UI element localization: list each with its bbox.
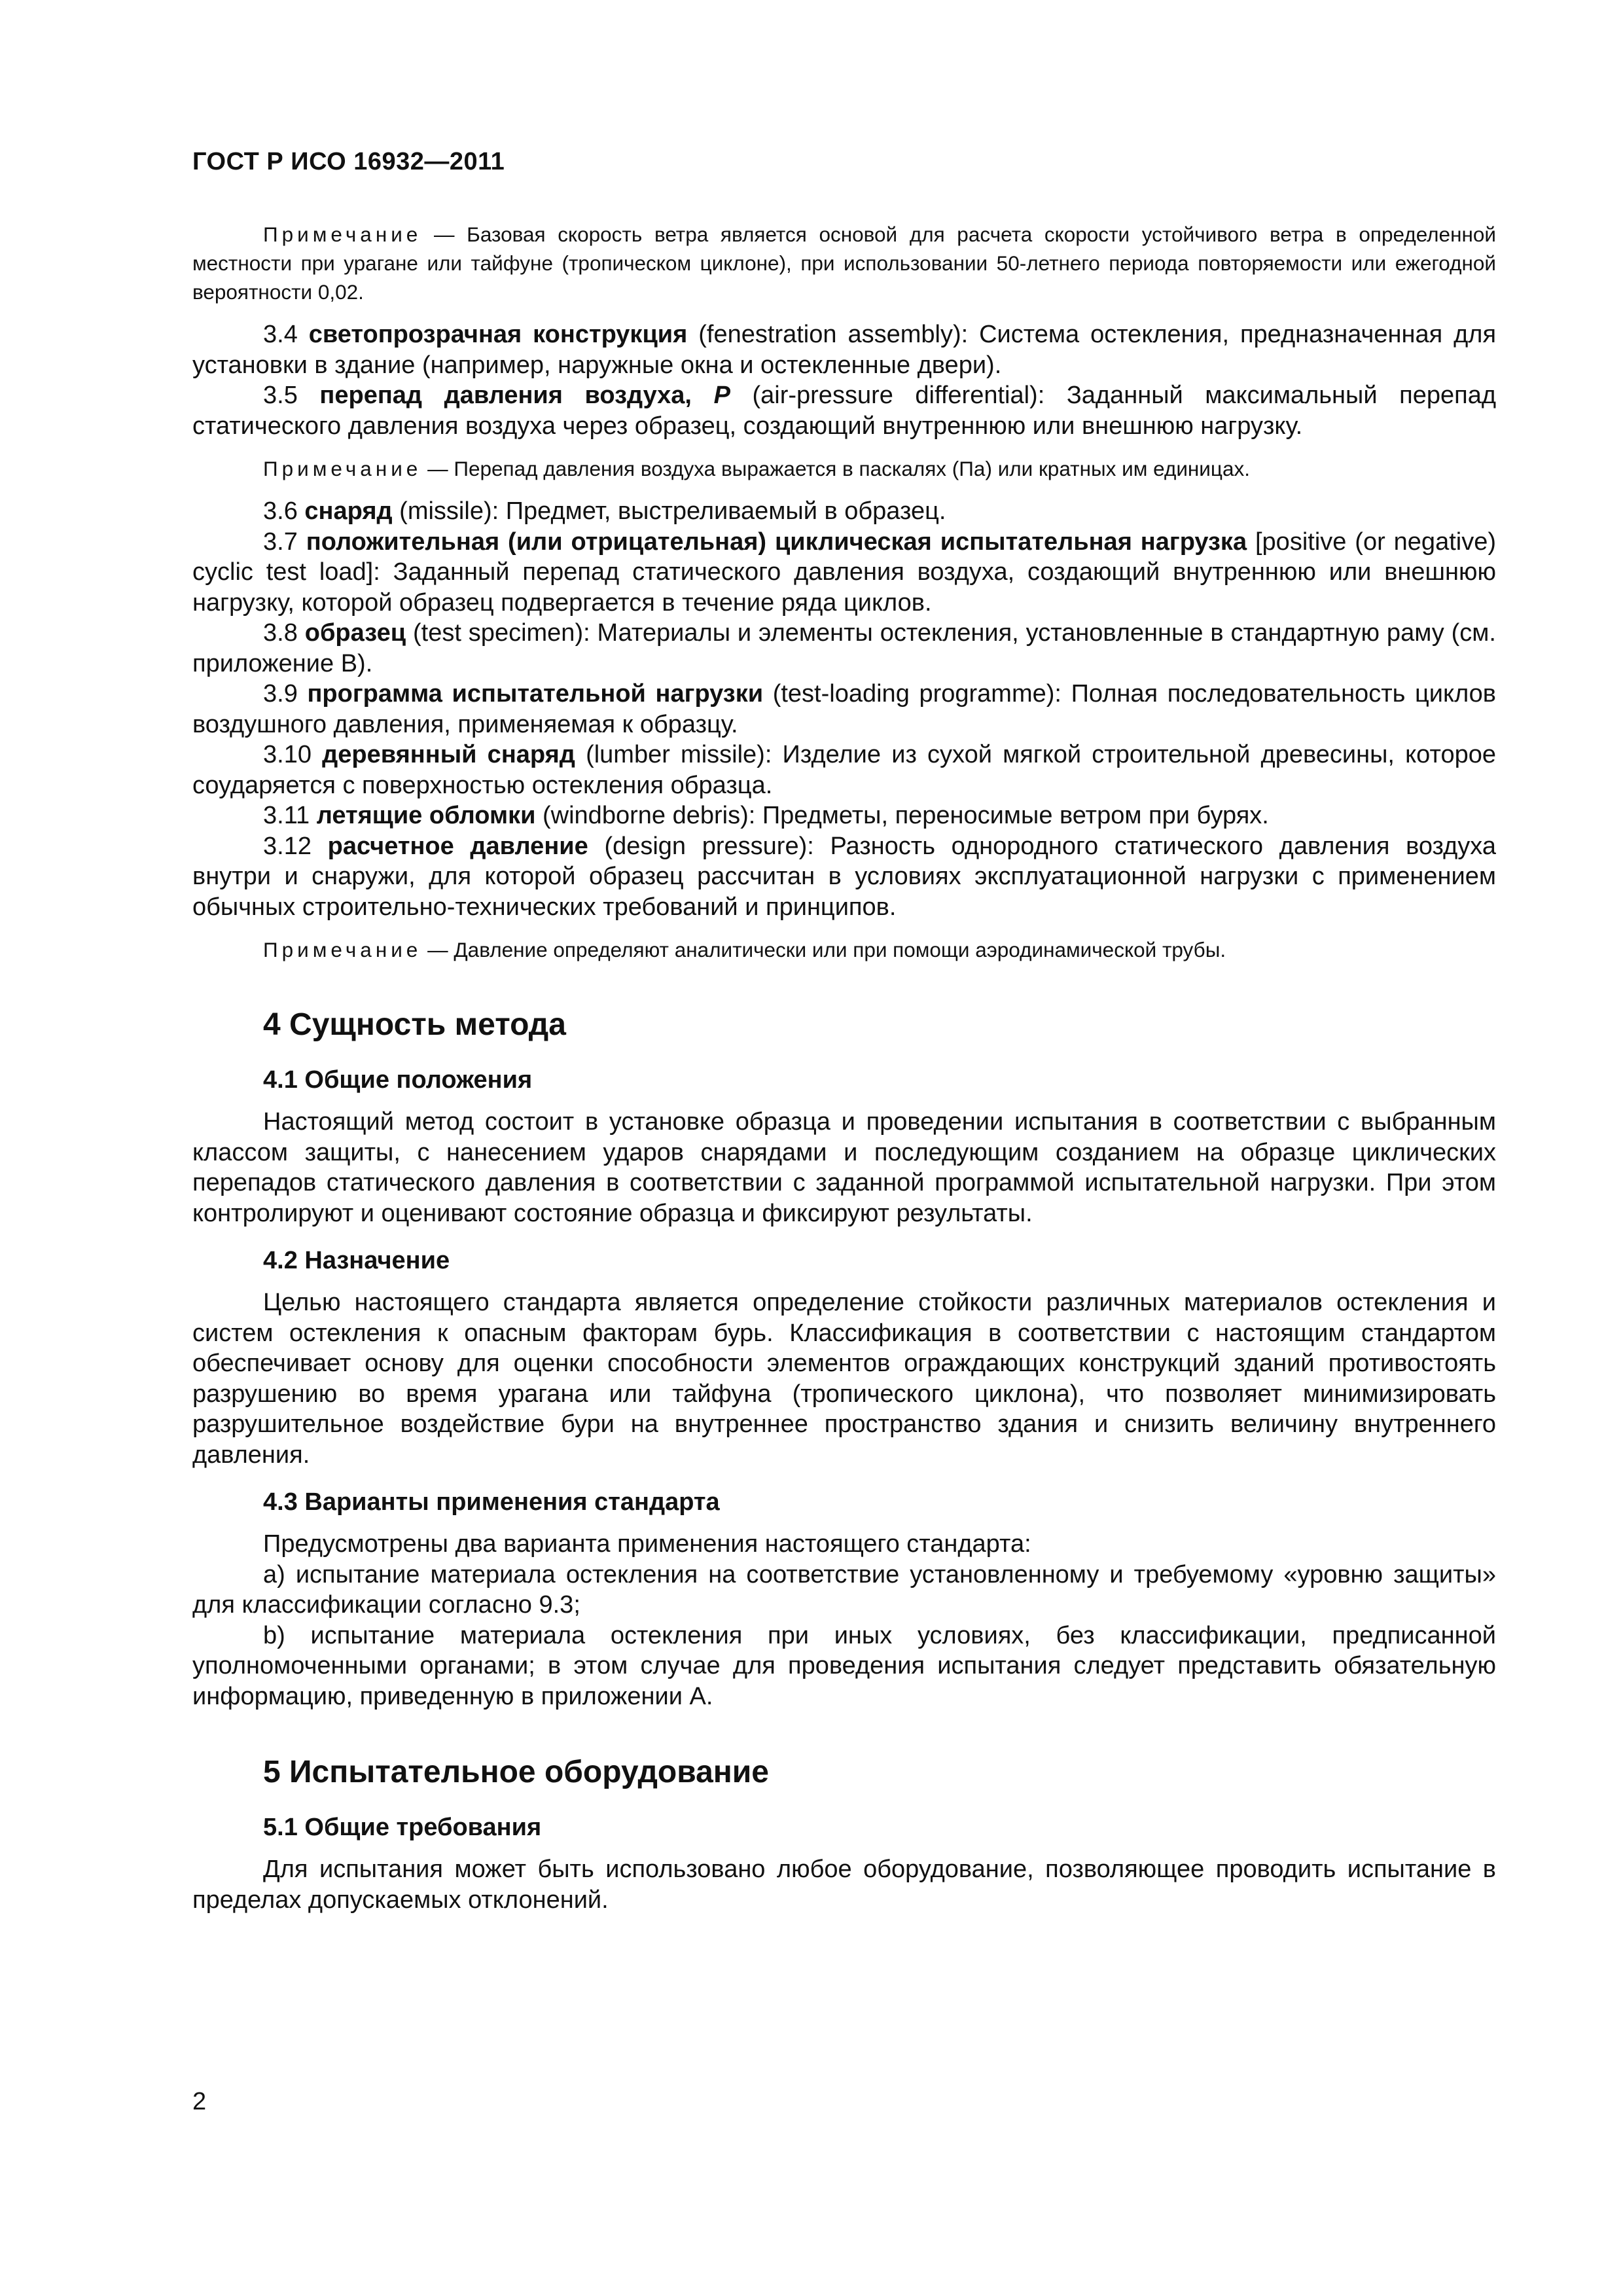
term-name: положительная (или отрицательная) циклическая испытательная нагрузка [306, 528, 1247, 556]
term-3-12 [192, 831, 1496, 923]
term-name: расчетное давление [327, 832, 588, 860]
term-definition: (test specimen): Материалы и элементы остекления, установленные в стандартную раму (см. приложение В). [192, 619, 1496, 677]
note-text: Перепад давления воздуха выражается в паскалях (Па) или кратных им единицах. [454, 457, 1250, 480]
term-definition: (windborne debris): Предметы, переносимые ветром при бурях. [535, 802, 1269, 829]
note-design-pressure [192, 935, 1496, 964]
note-text: Базовая скорость ветра является основой для расчета скорости устойчивого ветра в определенной местности при урагане или тайфуне (тропическом циклоне), при использовании 50-летнего периода повторяемости или ежегодной вероятности 0,02. [192, 223, 1496, 304]
term-name: деревянный снаряд [322, 741, 575, 768]
note-text: Давление определяют аналитически или при помощи аэродинамической трубы. [454, 938, 1226, 961]
term-name: летящие обломки [316, 802, 536, 829]
list-item-b: b) испытание материала остекления при иных условиях, без классификации, предписанной уполномоченными органами; в этом случае для проведения испытания следует представить обязательную информацию, приведенную в приложении А. [192, 1621, 1496, 1710]
term-number: 3.7 [263, 528, 298, 556]
document-header: ГОСТ Р ИСО 16932—2011 [192, 148, 505, 175]
subsection-4-2-title: 4.2 Назначение [263, 1247, 450, 1274]
term-3-6 [192, 496, 1496, 527]
section-4-title: 4 Сущность метода [263, 1007, 566, 1042]
term-definition: (test-loading programme): Полная последовательность циклов воздушного давления, применяемая к образцу. [192, 680, 1496, 738]
term-3-4 [192, 319, 1496, 380]
page-number: 2 [192, 2088, 207, 2115]
term-definition: [positive (or negative) cyclic test load]: Заданный перепад статического давления воздуха, создающий внутреннюю или внешнюю нагрузку, которой образец подвергается в течение ряда циклов. [192, 528, 1496, 617]
term-number: 3.8 [263, 619, 298, 647]
list-item-a: a) испытание материала остекления на соответствие установленному и требуемому «уровню защиты» для классификации согласно 9.3; [192, 1560, 1496, 1619]
term-definition: (missile): Предмет, выстреливаемый в образец. [392, 497, 946, 525]
term-definition: (lumber missile): Изделие из сухой мягкой строительной древесины, которое соударяется с поверхностью остекления образца. [192, 741, 1496, 799]
section-5-title: 5 Испытательное оборудование [263, 1755, 769, 1789]
term-3-8 [192, 618, 1496, 679]
term-name: перепад давления воздуха, [319, 382, 692, 409]
term-3-11 [192, 800, 1496, 831]
term-3-9 [192, 679, 1496, 740]
subsection-4-3-intro: Предусмотрены два варианта применения настоящего стандарта: [263, 1530, 1031, 1558]
note-label: Примечание [263, 457, 422, 480]
term-number: 3.10 [263, 741, 312, 768]
subsection-4-1-text: Настоящий метод состоит в установке образца и проведении испытания в соответствии с выбранным классом защиты, с нанесением ударов снарядами и последующим созданием на образце циклических перепадов статического давления в соответствии с заданной программой испытательной нагрузки. При этом контролируют и оценивают состояние образца и фиксируют результаты. [192, 1108, 1496, 1227]
note-dash: — [421, 938, 454, 961]
term-number: 3.12 [263, 832, 312, 860]
note-label: Примечание [263, 938, 422, 961]
note-base-wind-speed [192, 220, 1496, 306]
subsection-4-1-title: 4.1 Общие положения [263, 1066, 533, 1094]
term-definition: (air-pressure differential): Заданный максимальный перепад статического давления воздуха через образец, создающий внутреннюю или внешнюю нагрузку. [192, 382, 1497, 440]
term-3-10 [192, 740, 1496, 800]
document-body [192, 220, 1496, 1915]
term-number: 3.6 [263, 497, 298, 525]
term-number: 3.5 [263, 382, 298, 409]
term-definition: (fenestration assembly): Система остекления, предназначенная для установки в здание (например, наружные окна и остекленные двери). [192, 321, 1497, 379]
term-number: 3.4 [263, 321, 298, 348]
subsection-5-1-title: 5.1 Общие требования [263, 1814, 542, 1841]
term-definition: (design pressure): Разность однородного статического давления воздуха внутри и снаружи, для которой образец рассчитан в условиях эксплуатационной нагрузки с применением обычных строительно-технических требований и принципов. [192, 832, 1497, 921]
term-3-5 [192, 380, 1496, 441]
term-number: 3.9 [263, 680, 298, 708]
note-label: Примечание [263, 223, 422, 246]
term-name: светопрозрачная конструкция [308, 321, 688, 348]
note-pressure-units [192, 454, 1496, 483]
subsection-5-1-text: Для испытания может быть использовано любое оборудование, позволяющее проводить испытание в пределах допускаемых отклонений. [192, 1856, 1496, 1914]
term-name: программа испытательной нагрузки [307, 680, 764, 708]
term-number: 3.11 [263, 802, 310, 829]
note-dash: — [421, 223, 467, 246]
note-dash: — [421, 457, 454, 480]
subsection-4-3-title: 4.3 Варианты применения стандарта [263, 1488, 720, 1516]
term-3-7 [192, 527, 1496, 619]
term-symbol: P [713, 382, 730, 409]
subsection-4-2-text: Целью настоящего стандарта является определение стойкости различных материалов остекления и систем остекления к опасным факторам бурь. Классификация в соответствии с настоящим стандартом обеспечивает основу для оценки способности элементов ограждающих конструкций зданий противостоять разрушению во время урагана или тайфуна (тропического циклона), что позволяет минимизировать разрушительное воздействие бури на внутреннее пространство здания и снизить величину внутреннего давления. [192, 1289, 1496, 1469]
term-name: снаряд [304, 497, 393, 525]
term-name: образец [304, 619, 406, 647]
